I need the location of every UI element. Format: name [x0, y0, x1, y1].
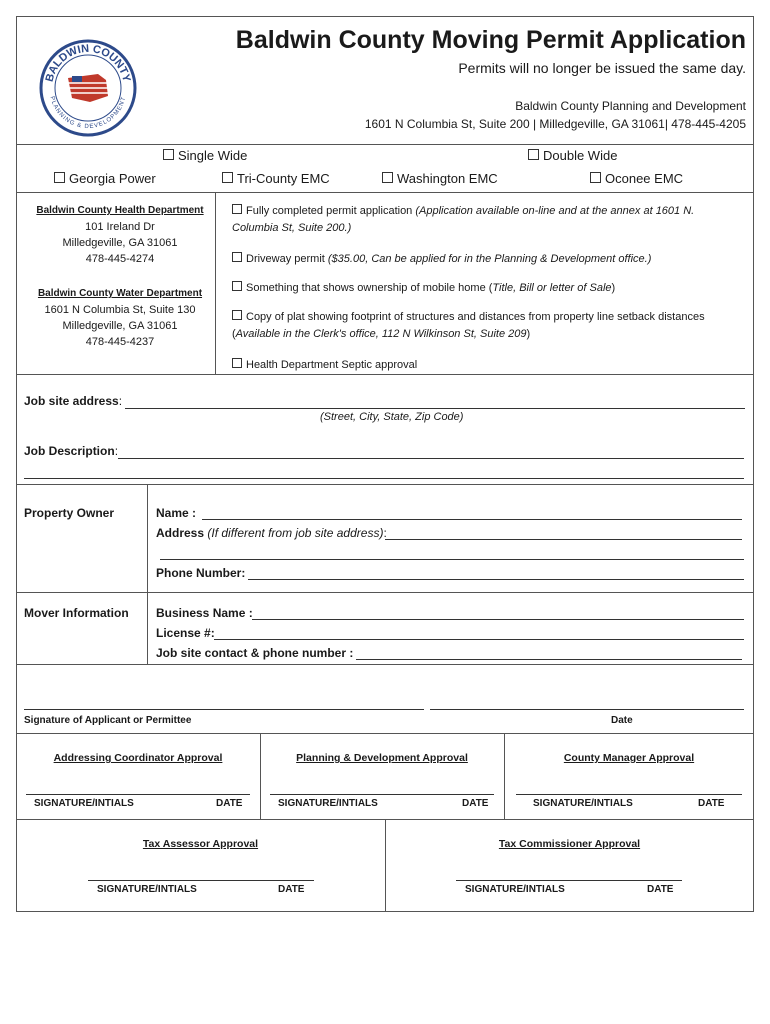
divider: [16, 374, 754, 375]
owner-name-field[interactable]: [202, 508, 742, 520]
owner-address-field[interactable]: [385, 528, 742, 540]
job-description-field[interactable]: [118, 446, 744, 459]
addressing-date-label: DATE: [216, 798, 243, 809]
requirement-ownership[interactable]: Something that shows ownership of mobile home (Title, Bill or letter of Sale): [232, 280, 712, 297]
business-name-field[interactable]: [252, 608, 744, 620]
addressing-signature-line[interactable]: [26, 794, 250, 795]
mover-information-section: Mover Information: [24, 606, 129, 620]
office-address: 1601 N Columbia St, Suite 200 | Milledgeville, GA 31061| 478-445-4205: [364, 117, 746, 131]
applicant-date-line[interactable]: [430, 709, 744, 710]
commissioner-sig-label: SIGNATURE/INTIALS: [465, 884, 565, 895]
divider: [385, 819, 386, 912]
checkbox-icon: [528, 149, 539, 160]
job-site-address-label: Job site address:: [24, 394, 123, 408]
county-map-icon: [68, 74, 108, 102]
job-site-address-field[interactable]: [125, 396, 745, 409]
owner-phone-field[interactable]: [248, 568, 744, 580]
planning-signature-line[interactable]: [270, 794, 494, 795]
form-frame: [16, 16, 754, 912]
checkbox-icon: [382, 172, 393, 183]
applicant-signature-label: Signature of Applicant or Permittee: [24, 715, 192, 726]
double-wide-checkbox[interactable]: Double Wide: [528, 148, 617, 163]
requirement-septic[interactable]: Health Department Septic approval: [232, 357, 712, 374]
water-department-name: Baldwin County Water Department: [37, 288, 203, 299]
tri-county-emc-checkbox[interactable]: Tri-County EMC: [222, 171, 330, 186]
county-seal-logo: [38, 38, 138, 138]
commissioner-signature-line[interactable]: [456, 880, 682, 881]
oconee-emc-checkbox[interactable]: Oconee EMC: [590, 171, 683, 186]
checkbox-icon: [232, 252, 242, 262]
assessor-signature-line[interactable]: [88, 880, 314, 881]
business-name-label: Business Name :: [156, 606, 253, 620]
owner-address-label: Address (If different from job site address):: [156, 526, 387, 540]
divider: [16, 484, 754, 485]
divider: [16, 664, 754, 665]
planning-approval-heading: Planning & Development Approval: [296, 752, 468, 764]
assessor-sig-label: SIGNATURE/INTIALS: [97, 884, 197, 895]
page-title: Baldwin County Moving Permit Application: [235, 26, 746, 54]
planning-sig-label: SIGNATURE/INTIALS: [278, 798, 378, 809]
assessor-date-label: DATE: [278, 884, 305, 895]
owner-phone-label: Phone Number:: [156, 566, 246, 580]
applicant-signature-line[interactable]: [24, 709, 424, 710]
health-department-info: Baldwin County Health Department 101 Ireland Dr Milledgeville, GA 31061 478-445-4274: [25, 203, 215, 267]
divider: [504, 733, 505, 819]
logo-top-text: BALDWIN COUNTY: [43, 42, 133, 84]
checkbox-icon: [590, 172, 601, 183]
commissioner-approval-heading: Tax Commissioner Approval: [498, 838, 641, 850]
applicant-date-label: Date: [611, 715, 633, 726]
single-wide-checkbox[interactable]: Single Wide: [163, 148, 247, 163]
manager-approval-heading: County Manager Approval: [563, 752, 695, 764]
water-department-info: Baldwin County Water Department 1601 N Columbia St, Suite 130 Milledgeville, GA 31061 478-445-4237: [25, 286, 215, 350]
checkbox-icon: [232, 281, 242, 291]
divider: [16, 192, 754, 193]
requirement-plat[interactable]: Copy of plat showing footprint of structures and distances from property line setback distances (Available in the Clerk's office, 112 N Wilkinson St, Suite 209): [232, 311, 705, 340]
checkbox-icon: [232, 358, 242, 368]
owner-name-label: Name :: [156, 506, 197, 520]
job-description-field-2[interactable]: [24, 466, 744, 479]
georgia-power-checkbox[interactable]: Georgia Power: [54, 171, 156, 186]
addressing-approval-heading: Addressing Coordinator Approval: [53, 752, 223, 764]
logo-bottom-text: PLANNING & DEVELOPMENT: [48, 95, 128, 131]
property-owner-section: Property Owner: [24, 506, 115, 520]
requirement-driveway[interactable]: Driveway permit ($35.00, Can be applied for in the Planning & Development office.): [232, 251, 712, 268]
checkbox-icon: [54, 172, 65, 183]
job-description-label: Job Description:: [24, 444, 119, 458]
requirement-application[interactable]: Fully completed permit application (Application available on-line and at the annex at 1601 N. Columbia St, Suite 200.): [232, 205, 695, 234]
divider: [260, 733, 261, 819]
checkbox-icon: [232, 310, 242, 320]
license-field[interactable]: [214, 628, 744, 640]
commissioner-date-label: DATE: [647, 884, 674, 895]
office-name: Baldwin County Planning and Development: [515, 99, 746, 113]
divider: [16, 733, 754, 734]
owner-address-field-2[interactable]: [160, 548, 744, 560]
divider: [215, 192, 216, 374]
job-contact-label: Job site contact & phone number :: [156, 646, 354, 660]
address-hint: (Street, City, State, Zip Code): [320, 411, 464, 423]
checkbox-icon: [163, 149, 174, 160]
divider: [16, 592, 754, 593]
addressing-sig-label: SIGNATURE/INTIALS: [34, 798, 134, 809]
license-label: License #:: [156, 626, 215, 640]
assessor-approval-heading: Tax Assessor Approval: [142, 838, 259, 850]
washington-emc-checkbox[interactable]: Washington EMC: [382, 171, 498, 186]
checkbox-icon: [222, 172, 233, 183]
checkbox-icon: [232, 204, 242, 214]
divider: [16, 144, 754, 145]
manager-sig-label: SIGNATURE/INTIALS: [533, 798, 633, 809]
planning-date-label: DATE: [462, 798, 489, 809]
divider: [147, 484, 148, 664]
health-department-name: Baldwin County Health Department: [36, 205, 204, 216]
manager-date-label: DATE: [698, 798, 725, 809]
job-contact-field[interactable]: [356, 648, 742, 660]
manager-signature-line[interactable]: [516, 794, 742, 795]
page-subtitle: Permits will no longer be issued the same day.: [458, 60, 746, 76]
